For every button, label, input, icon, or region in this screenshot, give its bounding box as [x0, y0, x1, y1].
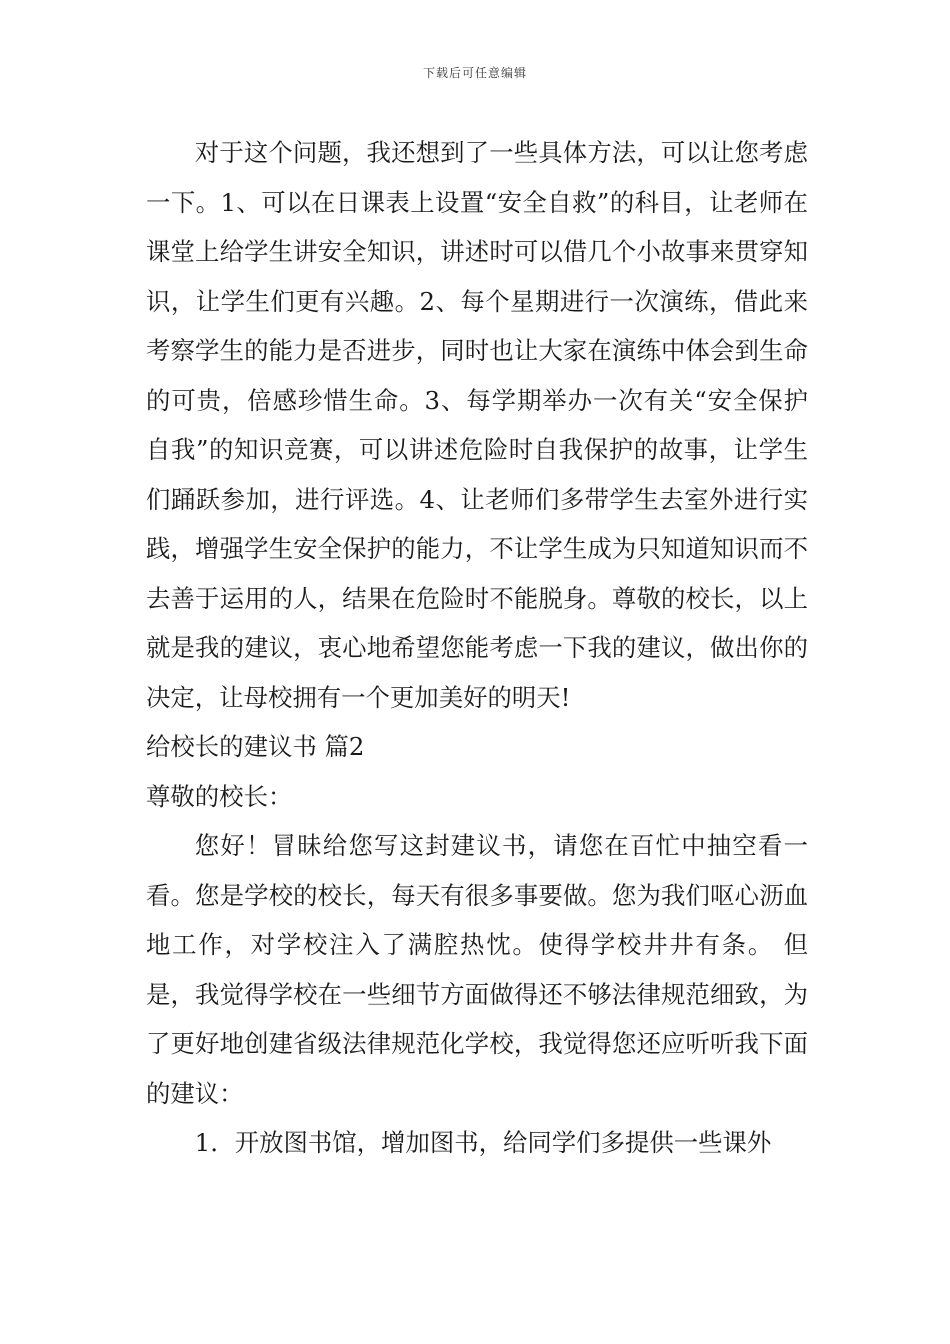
page-header: 下载后可任意编辑: [422, 66, 527, 80]
section-heading: 给校长的建议书 篇2: [146, 732, 365, 761]
salutation: 尊敬的校长：: [146, 781, 293, 811]
document-body: [146, 128, 808, 1168]
paragraph-safety-methods: 对于这个问题，我还想到了一些具体方法，可以让您考虑一下。1、可以在日课表上设置“安全自救”的科目，让老师在课堂上给学生讲安全知识，讲述时可以借几个小故事来贯穿知识，让学生们更有兴趣。2、每个星期进行一次演练，借此来考察学生的能力是否进步，同时也让大家在演练中体会到生命的可贵，倍感珍惜生命。3、每学期举办一次有关“安全保护自我”的知识竞赛，可以讲述危险时自我保护的故事，让学生们踊跃参加，进行评选。4、让老师们多带学生去室外进行实践，增强学生安全保护的能力，不让学生成为只知道知识而不去善于运用的人，结果在危险时不能脱身。尊敬的校长，以上就是我的建议，衷心地希望您能考虑一下我的建议，做出你的决定，让母校拥有一个更加美好的明天!: [146, 138, 808, 712]
paragraph-suggestion-1: 1．开放图书馆，增加图书，给同学们多提供一些课外: [194, 1128, 772, 1157]
paragraph-greeting: 您好！冒昧给您写这封建议书，请您在百忙中抽空看一看。您是学校的校长，每天有很多事要做。您为我们呕心沥血地工作，对学校注入了满腔热忱。使得学校井井有条。 但是，我觉得学校在一些细节方面做得还不够法律规范细致，为了更好地创建省级法律规范化学校，我觉得您还应听听我下面的建议：: [146, 831, 808, 1108]
